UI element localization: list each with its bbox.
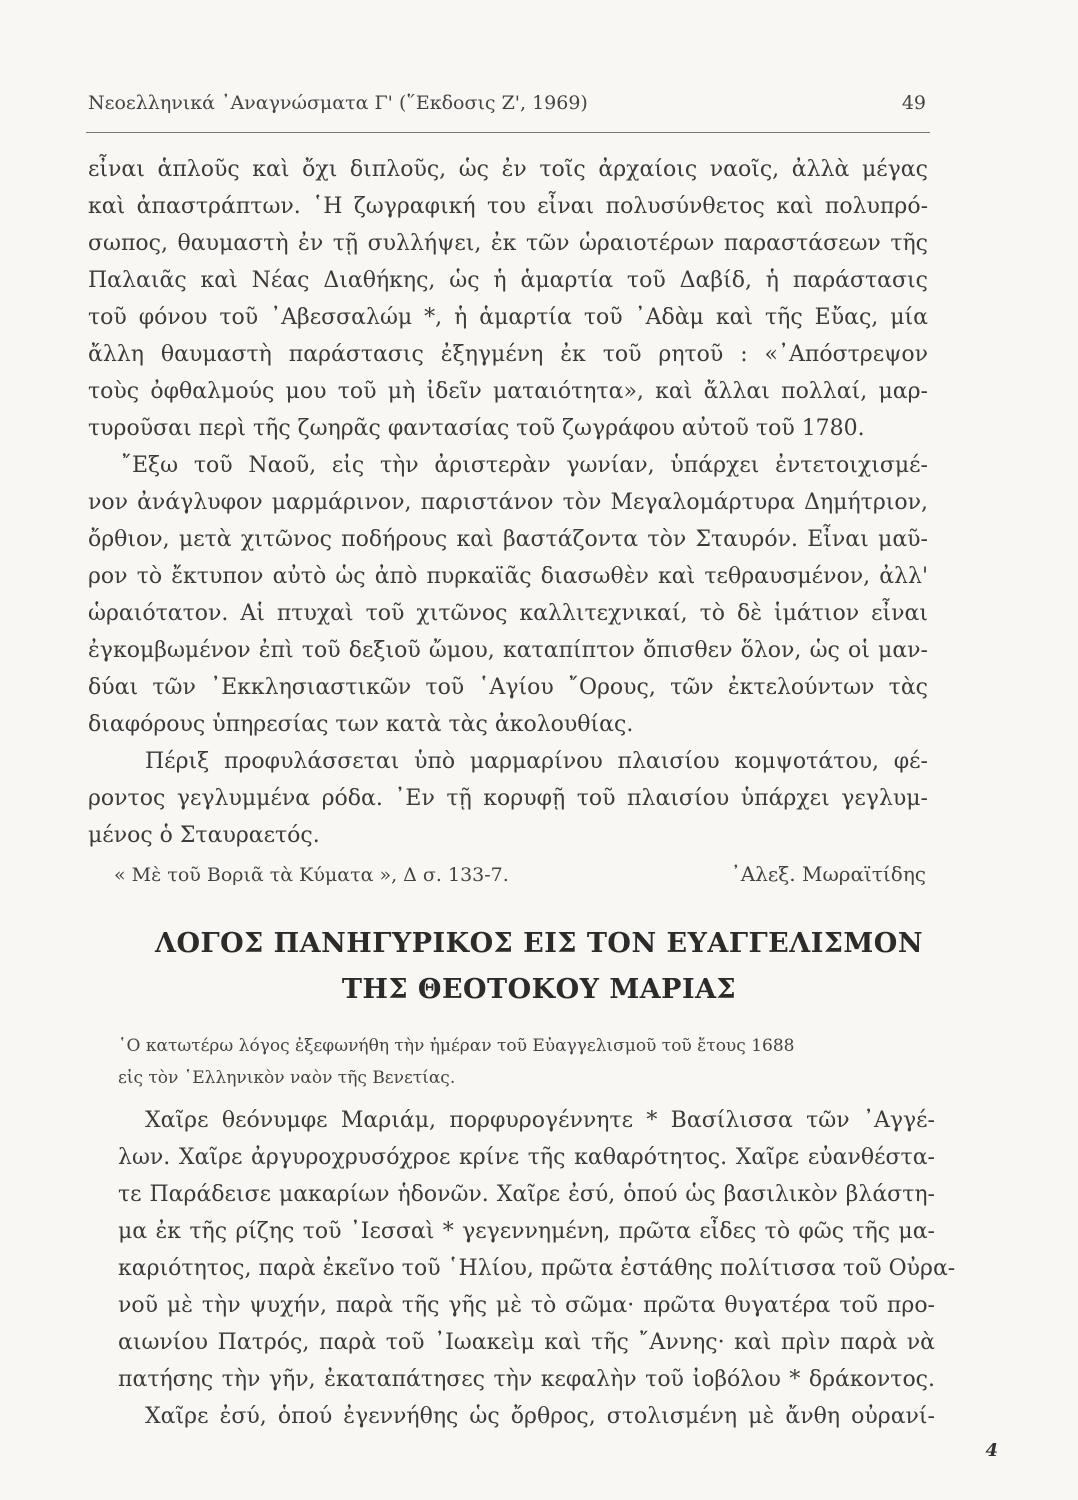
sermon-line: αιωνίου Πατρός, παρὰ τοῦ ᾿Ιωακεὶμ καὶ τῆς ῎Αννης· καὶ πρὶν παρὰ νὰ (118, 1330, 935, 1355)
body-line: καὶ ἀπαστράπτων. ῾Η ζωγραφική του εἶναι πολυσύνθετος καὶ πολυπρό- (88, 194, 928, 219)
body-line: σωπος, θαυμαστὴ ἐν τῇ συλλήψει, ἐκ τῶν ὡραιοτέρων παραστάσεων τῆς (88, 231, 928, 256)
body-line: μένος ὁ Σταυραετός. (88, 823, 320, 848)
section-heading-line-2: ΤΗΣ ΘΕΟΤΟΚΟΥ ΜΑΡΙΑΣ (341, 974, 737, 1005)
body-line: ὡραιότατον. Αἱ πτυχαὶ τοῦ χιτῶνος καλλιτεχνικαί, τὸ δὲ ἱμάτιον εἶναι (88, 601, 928, 626)
source-citation: « Μὲ τοῦ Βοριᾶ τὰ Κύματα », Δ σ. 133-7. (114, 864, 509, 886)
body-line: Πέριξ προφυλάσσεται ὑπὸ μαρμαρίνου πλαισίου κομψοτάτου, φέ- (145, 749, 928, 774)
body-line: νον ἀνάγλυφον μαρμάρινον, παριστάνον τὸν Μεγαλομάρτυρα Δημήτριον, (88, 490, 928, 515)
sermon-line: Χαῖρε θεόνυμφε Μαριάμ, πορφυρογέννητε * Βασίλισσα τῶν ᾿Αγγέ- (145, 1108, 935, 1133)
intro-note-line: εἰς τὸν ῾Ελληνικὸν ναὸν τῆς Βενετίας. (118, 1068, 456, 1088)
intro-note-line: ῾Ο κατωτέρω λόγος ἐξεφωνήθη τὴν ἡμέραν τοῦ Εὐαγγελισμοῦ τοῦ ἔτους 1688 (118, 1036, 795, 1056)
page-number: 49 (901, 92, 926, 114)
signature-mark: 4 (985, 1440, 998, 1461)
body-line: διαφόρους ὑπηρεσίας των κατὰ τὰς ἀκολουθίας. (88, 712, 634, 737)
body-line: τοὺς ὀφθαλμούς μου τοῦ μὴ ἰδεῖν ματαιότητα», καὶ ἄλλαι πολλαί, μαρ- (88, 379, 928, 404)
body-line: εἶναι ἁπλοῦς καὶ ὄχι διπλοῦς, ὡς ἐν τοῖς ἀρχαίοις ναοῖς, ἀλλὰ μέγας (88, 157, 928, 182)
sermon-line: τε Παράδεισε μακαρίων ἡδονῶν. Χαῖρε ἐσύ, ὁπού ὡς βασιλικὸν βλάστη- (118, 1182, 935, 1207)
sermon-line: λων. Χαῖρε ἀργυροχρυσόχροε κρίνε τῆς καθαρότητος. Χαῖρε εὐανθέστα- (118, 1145, 935, 1170)
body-line: τυροῦσαι περὶ τῆς ζωηρᾶς φαντασίας τοῦ ζωγράφου αὐτοῦ τοῦ 1780. (88, 416, 865, 441)
body-line: Παλαιᾶς καὶ Νέας Διαθήκης, ὡς ἡ ἁμαρτία τοῦ Δαβίδ, ἡ παράστασις (88, 268, 928, 293)
body-line: ροντος γεγλυμμένα ρόδα. ᾿Εν τῇ κορυφῇ τοῦ πλαισίου ὑπάρχει γεγλυμ- (88, 786, 928, 811)
sermon-line: πατήσης τὴν γῆν, ἐκαταπάτησες τὴν κεφαλὴν τοῦ ἰοβόλου * δράκοντος. (118, 1367, 935, 1392)
running-header (88, 92, 940, 128)
body-line: ῎Εξω τοῦ Ναοῦ, εἰς τὴν ἀριστερὰν γωνίαν, ὑπάρχει ἐντετοιχισμέ- (121, 453, 928, 478)
sermon-line: Χαῖρε ἐσύ, ὁπού ἐγεννήθης ὡς ὄρθρος, στολισμένη μὲ ἄνθη οὐρανί- (145, 1404, 935, 1429)
body-line: ὄρθιον, μετὰ χιτῶνος ποδήρους καὶ βαστάζοντα τὸν Σταυρόν. Εἶναι μαῦ- (88, 527, 928, 552)
section-heading-line-1: ΛΟΓΟΣ ΠΑΝΗΓΥΡΙΚΟΣ ΕΙΣ ΤΟΝ ΕΥΑΓΓΕΛΙΣΜΟΝ (155, 928, 923, 959)
source-author: ᾿Αλεξ. Μωραϊτίδης (730, 862, 926, 886)
running-title: Νεοελληνικά ᾿Αναγνώσματα Γ' (῞Εκδοσις Ζ', 1969) (88, 92, 588, 114)
body-line: ρον τὸ ἔκτυπον αὐτὸ ὡς ἀπὸ πυρκαϊᾶς διασωθὲν καὶ τεθραυσμένον, ἀλλ' (88, 564, 928, 589)
body-line: ἐγκομβωμένον ἐπὶ τοῦ δεξιοῦ ὤμου, καταπίπτον ὄπισθεν ὅλον, ὡς οἱ μαν- (88, 638, 928, 663)
sermon-line: μα ἐκ τῆς ρίζης τοῦ ᾿Ιεσσαὶ * γεγεννημένη, πρῶτα εἶδες τὸ φῶς τῆς μα- (118, 1219, 935, 1244)
body-line: δύαι τῶν ᾿Εκκλησιαστικῶν τοῦ ῾Αγίου ῎Ορους, τῶν ἐκτελούντων τὰς (88, 675, 928, 700)
sermon-line: νοῦ μὲ τὴν ψυχήν, παρὰ τῆς γῆς μὲ τὸ σῶμα· πρῶτα θυγατέρα τοῦ προ- (118, 1293, 935, 1318)
body-line: ἄλλη θαυμαστὴ παράστασις ἐξηγμένη ἐκ τοῦ ρητοῦ : «᾿Απόστρεψον (88, 342, 928, 367)
sermon-line: καριότητος, παρὰ ἐκεῖνο τοῦ ῾Ηλίου, πρῶτα ἐστάθης πολίτισσα τοῦ Οὐρα- (118, 1256, 956, 1281)
body-line: τοῦ φόνου τοῦ ᾿Αβεσσαλώμ *, ἡ ἁμαρτία τοῦ ᾿Αδὰμ καὶ τῆς Εὔας, μία (88, 305, 928, 330)
header-rule (86, 132, 930, 133)
